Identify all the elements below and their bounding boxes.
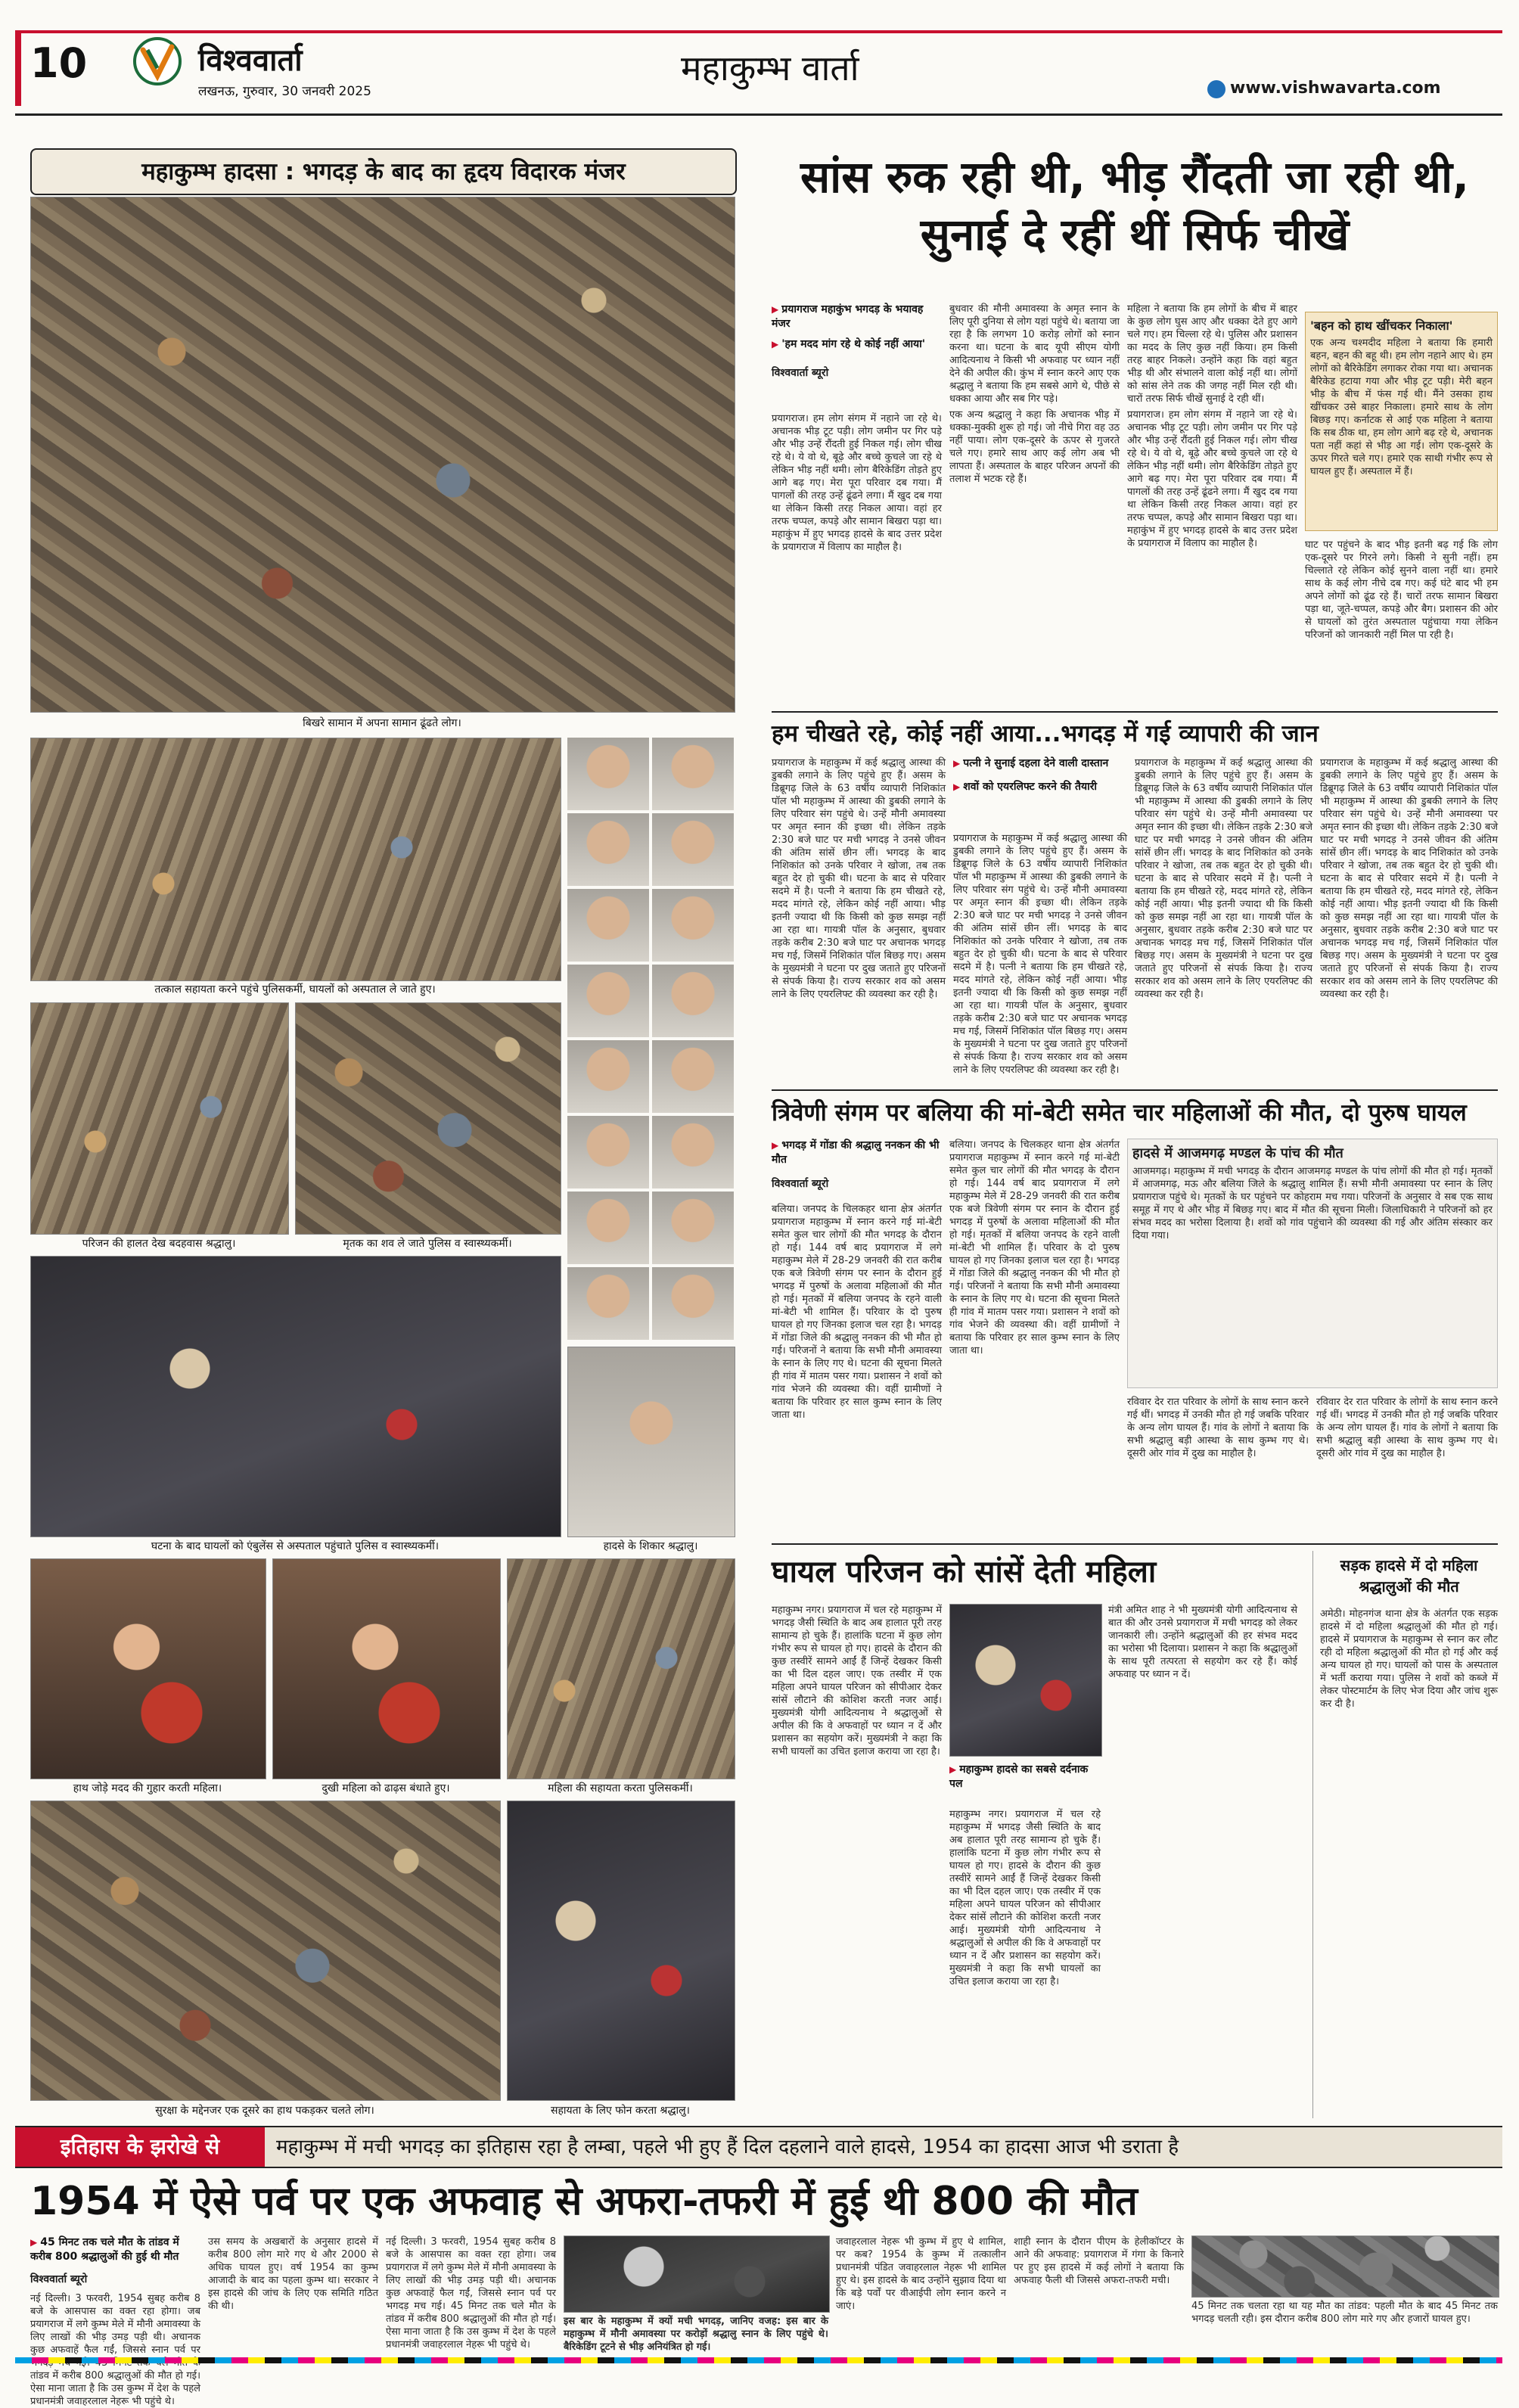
story2-tag-2: ▶ शवों को एयरलिफ्ट करने की तैयारी	[953, 781, 1098, 793]
photo-consoling	[272, 1558, 501, 1779]
main-subhead-2: ▶ 'हम मदद मांग रहे थे कोई नहीं आया'	[772, 338, 926, 350]
victim-photo	[652, 889, 734, 962]
victim-photo	[652, 1040, 734, 1113]
story3-tag-block	[772, 1139, 942, 1191]
victim-photo	[567, 1040, 649, 1113]
history-headline: 1954 में ऐसे पर्व पर एक अफवाह से अफरा-तफरी में हुई थी 800 की मौत	[30, 2179, 1138, 2224]
victim-photo	[652, 965, 734, 1037]
story4-tag: ▶ महाकुम्भ हादसे का सबसे दर्दनाक पल	[949, 1763, 1089, 1790]
story3-byline: विश्ववार्ता ब्यूरो	[772, 1178, 829, 1190]
photo-caption: बिखरे सामान में अपना सामान ढूंढते लोग।	[303, 717, 461, 729]
rule	[772, 1089, 1498, 1091]
victim-photo	[567, 1267, 649, 1340]
story2-body-col2: प्रयागराज के महाकुम्भ में कई श्रद्धालु आस्था की डुबकी लगाने के लिए पहुंचे हुए हैं। असम के डिब्रूगढ़ जिले के 63 वर्षीय व्यापारी निशिकांत पॉल भी महाकुम्भ में आस्था की डुबकी लगाने के लिए परिवार संग पहुंचे थे। उन्हें मौनी अमावस्या पर अमृत स्नान की इच्छा थी। लेकिन तड़के 2:30 बजे घाट पर मची भगदड़ ने उनसे जीवन की अंतिम सांसें छीन लीं। भगदड़ के बाद निशिकांत को उनके परिवार ने खोजा, तब तक बहुत देर हो चुकी थी। घटना के बाद से परिवार सदमे में है। पत्नी ने बताया कि हम चीखते रहे, मदद मांगते रहे, लेकिन कोई नहीं आया। भीड़ इतनी ज्यादा थी कि किसी को कुछ समझ नहीं आ रहा था। गायत्री पॉल के अनुसार, बुधवार तड़के करीब 2:30 बजे घाट पर अचानक भगदड़ मच गई, जिसमें निशिकांत पॉल बिछड़ गए। असम के मुख्यमंत्री ने घटना पर दुख जताते हुए परिजनों से संपर्क किया है। राज्य सरकार शव को असम लाने के लिए एयरलिफ्ट की व्यवस्था कर रही है।	[953, 833, 1127, 1076]
main-subhead-1: ▶ प्रयागराज महाकुंभ भगदड़ के भयावह मंजर	[772, 303, 924, 330]
history-body-col4: इस बार के महाकुम्भ में क्यों मची भगदड़, जानिए वजह: इस बार के महाकुम्भ में मौनी अमावस्या पर करोड़ों श्रद्धालु स्नान के लिए पहुंचे थे। बैरिकेडिंग टूटने से भीड़ अनियंत्रित हो गई।	[564, 2316, 828, 2353]
photo-caption: महिला की सहायता करता पुलिसकर्मी।	[548, 1782, 693, 1794]
victim-photo	[567, 1116, 649, 1188]
section-title: महाकुम्भ वार्ता	[681, 48, 859, 89]
story4-body-col3: मंत्री अमित शाह ने भी मुख्यमंत्री योगी आदित्यनाथ से बात की और उनसे प्रयागराज में मची भगदड़ को लेकर जानकारी ली। उन्होंने श्रद्धालुओं की हर संभव मदद का भरोसा भी दिलाया। प्रशासन ने कहा कि श्रद्धालुओं के साथ पूरी तत्परता से सहयोग कर रहे हैं। कोई अफवाह पर ध्यान न दें।	[1108, 1605, 1297, 1680]
history-banner	[15, 2126, 1502, 2168]
victims-photo-strip	[567, 738, 734, 1343]
quote-box-title: 'बहन को हाथ खींचकर निकाला'	[1310, 318, 1453, 333]
history-body-col2: उस समय के अखबारों के अनुसार हादसे में करीब 800 लोग मारे गए थे और 2000 से अधिक घायल हुए। वर्ष 1954 का कुम्भ आजादी के बाद का पहला कुम्भ था। सरकार ने इस हादसे की जांच के लिए एक समिति गठित की थी।	[208, 2236, 378, 2312]
history-tag: ▶ 45 मिनट तक चले मौत के तांडव में करीब 800 श्रद्धालुओं की हुई थी मौत	[30, 2236, 179, 2263]
history-body-col5: जवाहरलाल नेहरू भी कुम्भ में हुए थे शामिल, पर कब? 1954 के कुम्भ में तत्कालीन प्रधानमंत्री पंडित जवाहरलाल नेहरू भी शामिल हुए थे। इस हादसे के बाद उन्होंने सुझाव दिया था कि बड़े पर्वों पर वीआईपी लोग स्नान करने न जाएं।	[836, 2236, 1006, 2312]
history-body-col7: 45 मिनट तक चलता रहा था यह मौत का तांडव: पहली मौत के बाद 45 मिनट तक भगदड़ चलती रही। इस दौरान करीब 800 लोग मारे गए और हजारों घायल हुए।	[1191, 2301, 1498, 2325]
main-headline: सांस रुक रही थी, भीड़ रौंदती जा रही थी, सुनाई दे रहीं थीं सिर्फ चीखें	[800, 151, 1470, 260]
story2-body-col3: प्रयागराज के महाकुम्भ में कई श्रद्धालु आस्था की डुबकी लगाने के लिए पहुंचे हुए हैं। असम के डिब्रूगढ़ जिले के 63 वर्षीय व्यापारी निशिकांत पॉल भी महाकुम्भ में आस्था की डुबकी लगाने के लिए परिवार संग पहुंचे थे। उन्हें मौनी अमावस्या पर अमृत स्नान की इच्छा थी। लेकिन तड़के 2:30 बजे घाट पर मची भगदड़ ने उनसे जीवन की अंतिम सांसें छीन लीं। भगदड़ के बाद निशिकांत को उनके परिवार ने खोजा, तब तक बहुत देर हो चुकी थी। घटना के बाद से परिवार सदमे में है। पत्नी ने बताया कि हम चीखते रहे, मदद मांगते रहे, लेकिन कोई नहीं आया। भीड़ इतनी ज्यादा थी कि किसी को कुछ समझ नहीं आ रहा था। गायत्री पॉल के अनुसार, बुधवार तड़के करीब 2:30 बजे घाट पर अचानक भगदड़ मच गई, जिसमें निशिकांत पॉल बिछड़ गए। असम के मुख्यमंत्री ने घटना पर दुख जताते हुए परिजनों से संपर्क किया है। राज्य सरकार शव को असम लाने के लिए एयरलिफ्ट की व्यवस्था कर रही है।	[1135, 757, 1312, 1000]
story3-box-title: हादसे में आजमगढ़ मण्डल के पांच की मौत	[1132, 1145, 1343, 1161]
photo-police-helping-woman	[507, 1558, 735, 1779]
triangle-bullet-icon: ▶	[772, 1140, 779, 1151]
story3-body-col2: बलिया। जनपद के चिलकहर थाना क्षेत्र अंतर्गत प्रयागराज महाकुम्भ में स्नान करने गई मां-बेटी समेत कुल चार लोगों की मौत भगदड़ के दौरान हो गई। 144 वर्ष बाद प्रयागराज में लगे महाकुम्भ मेले में 28-29 जनवरी की रात करीब एक बजे त्रिवेणी संगम पर स्नान के दौरान हुई भगदड़ में पुरुषों के अलावा महिलाओं की मौत हो गई। मृतकों में बलिया जनपद के रहने वाली मां-बेटी भी शामिल हैं। परिवार के दो पुरुष घायल हो गए जिनका इलाज चल रहा है। भगदड़ में गोंडा जिले की श्रद्धालु ननकन की भी मौत हो गई। परिजनों ने बताया कि सभी मौनी अमावस्या के स्नान के लिए गए थे। घटना की सूचना मिलते ही गांव में मातम पसर गया। प्रशासन ने शवों को गांव भेजने की व्यवस्था की। वहीं ग्रामीणों ने बताया कि परिवार हर साल कुम्भ स्नान के लिए जाता था।	[949, 1139, 1120, 1356]
photo-caption: तत्काल सहायता करने पहुंचे पुलिसकर्मी, घायलों को अस्पताल ले जाते हुए।	[154, 983, 436, 996]
victim-photo	[652, 1267, 734, 1340]
web-icon	[1207, 80, 1225, 98]
story2-headline: हम चीखते रहे, कोई नहीं आया...भगदड़ में गई व्यापारी की जान	[772, 720, 1319, 747]
rule	[772, 711, 1498, 713]
victim-photo	[652, 813, 734, 886]
main-body-col2: बुधवार की मौनी अमावस्या के अमृत स्नान के लिए पूरी दुनिया से लोग यहां पहुंचे थे। बताया जा रहा है कि लगभग 10 करोड़ लोगों को स्नान करना था। घटना के बाद यूपी सीएम योगी आदित्यनाथ ने किसी भी अफवाह पर ध्यान नहीं देने की अपील की। कुंभ में स्नान करने आए एक श्रद्धालु ने बताया कि हम सबसे आगे थे, पीछे से धक्का आया और सब गिर पड़े। एक अन्य श्रद्धालु ने कहा कि अचानक भीड़ में धक्का-मुक्की शुरू हो गई। जो नीचे गिरा वह उठ नहीं पाया। लोग एक-दूसरे के ऊपर से गुजरते चले गए। हमारे साथ आए कई लोग अब भी लापता हैं। अस्पताल के बाहर परिजन अपनों की तलाश में भटक रहे हैं।	[949, 303, 1120, 485]
photo-victim	[567, 1347, 735, 1537]
photo-caption: हादसे के शिकार श्रद्धालु।	[603, 1540, 698, 1552]
story3-body-col1: बलिया। जनपद के चिलकहर थाना क्षेत्र अंतर्गत प्रयागराज महाकुम्भ में स्नान करने गई मां-बेटी समेत कुल चार लोगों की मौत भगदड़ के दौरान हो गई। 144 वर्ष बाद प्रयागराज में लगे महाकुम्भ मेले में 28-29 जनवरी की रात करीब एक बजे त्रिवेणी संगम पर स्नान के दौरान हुई भगदड़ में पुरुषों के अलावा महिलाओं की मौत हो गई। मृतकों में बलिया जनपद के रहने वाली मां-बेटी भी शामिल हैं। परिवार के दो पुरुष घायल हो गए जिनका इलाज चल रहा है। भगदड़ में गोंडा जिले की श्रद्धालु ननकन की भी मौत हो गई। परिजनों ने बताया कि सभी मौनी अमावस्या के स्नान के लिए गए थे। घटना की सूचना मिलते ही गांव में मातम पसर गया। प्रशासन ने शवों को गांव भेजने की व्यवस्था की। वहीं ग्रामीणों ने बताया कि परिवार हर साल कुम्भ स्नान के लिए जाता था।	[772, 1204, 942, 1421]
victim-photo	[652, 738, 734, 810]
photo-caption: घटना के बाद घायलों को एंबुलेंस से अस्पताल पहुंचाते पुलिस व स्वास्थ्यकर्मी।	[151, 1540, 440, 1552]
story3-extra-col1: रविवार देर रात परिवार के लोगों के साथ स्नान करने गई थीं। भगदड़ में उनकी मौत हो गई जबकि परिवार के अन्य लोग घायल हैं। गांव के लोगों ने बताया कि सभी श्रद्धालु बड़ी आस्था के साथ कुम्भ गए थे। दूसरी ओर गांव में दुख का माहौल है।	[1127, 1397, 1309, 1459]
triangle-bullet-icon: ▶	[953, 758, 961, 769]
victim-photo	[652, 1116, 734, 1188]
photo-grieving-relatives	[30, 1002, 289, 1235]
logo-mark	[132, 36, 182, 86]
brand-name: विश्ववार्ता	[198, 43, 303, 78]
column-divider	[1312, 1551, 1313, 2118]
photo-caption: दुखी महिला को ढाढ़स बंधाते हुए।	[322, 1782, 450, 1794]
story3-extra-col2: रविवार देर रात परिवार के लोगों के साथ स्नान करने गई थीं। भगदड़ में उनकी मौत हो गई जबकि परिवार के अन्य लोग घायल हैं। गांव के लोगों ने बताया कि सभी श्रद्धालु बड़ी आस्था के साथ कुम्भ गए थे। दूसरी ओर गांव में दुख का माहौल है।	[1316, 1397, 1498, 1459]
top-red-rule	[15, 30, 1502, 33]
story4-headline: घायल परिजन को सांसें देती महिला	[772, 1555, 1157, 1589]
victim-photo	[567, 965, 649, 1037]
photo-caption: सहायता के लिए फोन करता श्रद्धालु।	[551, 2105, 690, 2117]
history-body-col3: नई दिल्ली। 3 फरवरी, 1954 सुबह करीब 8 बजे के आसपास का वक्त रहा होगा। जब प्रयागराज में लगे कुम्भ मेले में मौनी अमावस्या के लिए लाखों की भीड़ उमड़ पड़ी थी। अचानक कुछ अफवाहें फैल गईं, जिससे स्नान पर्व पर भगदड़ मच गई। 45 मिनट तक चले मौत के तांडव में करीब 800 श्रद्धालुओं की मौत हो गई। ऐसा माना जाता है कि उस कुम्भ में देश के पहले प्रधानमंत्री जवाहरलाल नेहरू भी पहुंचे थे।	[386, 2236, 556, 2351]
page-number: 10	[30, 39, 88, 87]
photo-woman-pleading	[30, 1558, 266, 1779]
history-body-col6: शाही स्नान के दौरान पीएम के हेलीकॉप्टर के आने की अफवाह: प्रयागराज में गंगा के किनारे पर हुए इस हादसे में कई लोगों ने बताया कि अफवाह फैली थी जिससे अफरा-तफरी मची।	[1014, 2236, 1184, 2286]
dateline: लखनऊ, गुरुवार, 30 जनवरी 2025	[198, 84, 371, 99]
story2-body-col1: प्रयागराज के महाकुम्भ में कई श्रद्धालु आस्था की डुबकी लगाने के लिए पहुंचे हुए हैं। असम के डिब्रूगढ़ जिले के 63 वर्षीय व्यापारी निशिकांत पॉल भी महाकुम्भ में आस्था की डुबकी लगाने के लिए परिवार संग पहुंचे थे। उन्हें मौनी अमावस्या पर अमृत स्नान की इच्छा थी। लेकिन तड़के 2:30 बजे घाट पर मची भगदड़ ने उनसे जीवन की अंतिम सांसें छीन लीं। भगदड़ के बाद निशिकांत को उनके परिवार ने खोजा, तब तक बहुत देर हो चुकी थी। घटना के बाद से परिवार सदमे में है। पत्नी ने बताया कि हम चीखते रहे, मदद मांगते रहे, लेकिन कोई नहीं आया। भीड़ इतनी ज्यादा थी कि किसी को कुछ समझ नहीं आ रहा था। गायत्री पॉल के अनुसार, बुधवार तड़के करीब 2:30 बजे घाट पर अचानक भगदड़ मच गई, जिसमें निशिकांत पॉल बिछड़ गए। असम के मुख्यमंत्री ने घटना पर दुख जताते हुए परिजनों से संपर्क किया है। राज्य सरकार शव को असम लाने के लिए एयरलिफ्ट की व्यवस्था कर रही है।	[772, 757, 946, 1000]
photo-caption: हाथ जोड़े मदद की गुहार करती महिला।	[73, 1782, 222, 1794]
story4-body-col1: महाकुम्भ नगर। प्रयागराज में चल रहे महाकुम्भ में भगदड़ जैसी स्थिति के बाद अब हालात पूरी तरह सामान्य हो चुके हैं। हालांकि घटना में कुछ लोग गंभीर रूप से घायल हो गए। हादसे के दौरान की कुछ तस्वीरें सामने आईं हैं जिन्हें देखकर किसी का भी दिल दहल जाए। एक तस्वीर में एक महिला अपने घायल परिजन को सीपीआर देकर सांसें लौटाने की कोशिश करती नजर आई। मुख्यमंत्री योगी आदित्यनाथ ने श्रद्धालुओं से अपील की कि वे अफवाहों पर ध्यान न दें और प्रशासन का सहयोग करें। मुख्यमंत्री ने कहा कि सभी घायलों का उचित इलाज कराया जा रहा है।	[772, 1605, 942, 1757]
masthead-rule	[15, 113, 1502, 116]
victim-photo	[567, 1192, 649, 1264]
story2-body-col4: प्रयागराज के महाकुम्भ में कई श्रद्धालु आस्था की डुबकी लगाने के लिए पहुंचे हुए हैं। असम के डिब्रूगढ़ जिले के 63 वर्षीय व्यापारी निशिकांत पॉल भी महाकुम्भ में आस्था की डुबकी लगाने के लिए परिवार संग पहुंचे थे। उन्हें मौनी अमावस्या पर अमृत स्नान की इच्छा थी। लेकिन तड़के 2:30 बजे घाट पर मची भगदड़ ने उनसे जीवन की अंतिम सांसें छीन लीं। भगदड़ के बाद निशिकांत को उनके परिवार ने खोजा, तब तक बहुत देर हो चुकी थी। घटना के बाद से परिवार सदमे में है। पत्नी ने बताया कि हम चीखते रहे, मदद मांगते रहे, लेकिन कोई नहीं आया। भीड़ इतनी ज्यादा थी कि किसी को कुछ समझ नहीं आ रहा था। गायत्री पॉल के अनुसार, बुधवार तड़के करीब 2:30 बजे घाट पर अचानक भगदड़ मच गई, जिसमें निशिकांत पॉल बिछड़ गए। असम के मुख्यमंत्री ने घटना पर दुख जताते हुए परिजनों से संपर्क किया है। राज्य सरकार शव को असम लाने के लिए एयरलिफ्ट की व्यवस्था कर रही है।	[1320, 757, 1498, 1000]
story2-tags	[953, 757, 1127, 794]
main-subhead-block	[772, 303, 942, 380]
photo-ambulance	[30, 1256, 561, 1537]
story4-tag-block	[949, 1763, 1101, 1791]
triangle-bullet-icon: ▶	[949, 1764, 957, 1775]
photo-section-header	[30, 148, 737, 195]
victim-photo	[567, 889, 649, 962]
victim-photo	[652, 1192, 734, 1264]
photo-crowd-holding-hands	[30, 1801, 501, 2101]
website-link[interactable]: www.vishwavarta.com	[1230, 79, 1441, 98]
color-registration-bar	[15, 2357, 1502, 2363]
story3-box-text: आजमगढ़। महाकुम्भ में मची भगदड़ के दौरान आजमगढ़ मण्डल के पांच लोगों की मौत हो गई। मृतकों में आजमगढ़, मऊ और बलिया जिले के श्रद्धालु शामिल हैं। सभी मौनी अमावस्या पर स्नान के लिए प्रयागराज पहुंचे थे। मृतकों के घर पहुंचने पर कोहराम मच गया। परिजनों के अनुसार वे सब एक साथ समूह में गए थे और भीड़ में बिछड़ गए। बाद में मौत की सूचना मिली। जिलाधिकारी ने परिजनों को हर संभव मदद का भरोसा दिलाया है। शवों को गांव पहुंचाने की व्यवस्था की गई और अंतिम संस्कार कर दिया गया।	[1132, 1166, 1493, 1241]
main-byline: विश्ववार्ता ब्यूरो	[772, 367, 829, 379]
story2-tag-1: ▶ पत्नी ने सुनाई दहला देने वाली दास्तान	[953, 757, 1109, 769]
quote-box	[1305, 312, 1498, 531]
photo-scattered-belongings	[30, 197, 735, 713]
photo-section-title: महाकुम्भ हादसा : भगदड़ के बाद का हृदय विदारक मंजर	[141, 158, 626, 185]
photo-man-on-phone	[507, 1801, 735, 2101]
photo-body-carried	[295, 1002, 561, 1235]
story3-headline: त्रिवेणी संगम पर बलिया की मां-बेटी समेत चार महिलाओं की मौत, दो पुरुष घायल	[772, 1099, 1467, 1126]
victim-photo	[567, 738, 649, 810]
history-strap: महाकुम्भ में मची भगदड़ का इतिहास रहा है लम्बा, पहले भी हुए हैं दिल दहलाने वाले हादसे, 1954 का हादसा आज भी डराता है	[276, 2136, 1179, 2158]
top-left-red-rule	[15, 30, 21, 106]
side-story-body: अमेठी। मोहनगंज थाना क्षेत्र के अंतर्गत एक सड़क हादसे में दो महिला श्रद्धालुओं की मौत हो गई। हादसे में प्रयागराज के महाकुम्भ से स्नान कर लौट रही दो महिला श्रद्धालुओं की मौत हो गई और कई अन्य घायल हो गए। घायलों को पास के अस्पताल में भर्ती कराया गया। पुलिस ने शवों को कब्जे में लेकर पोस्टमार्टम के लिए भेज दिया और जांच शुरू कर दी है।	[1320, 1608, 1498, 1710]
photo-cpr-woman	[949, 1604, 1102, 1757]
main-body-col3: महिला ने बताया कि हम लोगों के बीच में बाहर के कुछ लोग घुस आए और धक्का देते हुए आगे चले गए। हम चिल्ला रहे थे। पुलिस और प्रशासन का मदद के लिए कुछ नहीं किया। हम किसी तरह बाहर निकले। उन्होंने कहा कि वहां बहुत भीड़ थी और संभालने वाला कोई नहीं था। लोगों को सांस लेने तक की जगह नहीं मिल रही थी। चारों तरफ सिर्फ चीखें सुनाई दे रही थीं। प्रयागराज। हम लोग संगम में नहाने जा रहे थे। अचानक भीड़ टूट पड़ी। लोग जमीन पर गिर पड़े और भीड़ उन्हें रौंदती हुई निकल गई। लोग चीख रहे थे। ये वो थे, बूढ़े और बच्चे कुचले जा रहे थे लेकिन भीड़ नहीं थमी। लोग बैरिकेडिंग तोड़ते हुए आगे बढ़ गए। मेरा पूरा परिवार दब गया। मैं पागलों की तरह उन्हें ढूंढने लगा। मैं खुद दब गया था लेकिन किसी तरह निकल आया। वहां हर तरफ चप्पल, कपड़े और सामान बिखरा पड़ा था। महाकुंभ में हुए भगदड़ हादसे के बाद उत्तर प्रदेश के प्रयागराज में विलाप का माहौल है।	[1127, 303, 1297, 549]
story4-body-col2: महाकुम्भ नगर। प्रयागराज में चल रहे महाकुम्भ में भगदड़ जैसी स्थिति के बाद अब हालात पूरी तरह सामान्य हो चुके हैं। हालांकि घटना में कुछ लोग गंभीर रूप से घायल हो गए। हादसे के दौरान की कुछ तस्वीरें सामने आईं हैं जिन्हें देखकर किसी का भी दिल दहल जाए। एक तस्वीर में एक महिला अपने घायल परिजन को सीपीआर देकर सांसें लौटाने की कोशिश करती नजर आई। मुख्यमंत्री योगी आदित्यनाथ ने श्रद्धालुओं से अपील की कि वे अफवाहों पर ध्यान न दें और प्रशासन का सहयोग करें। मुख्यमंत्री ने कहा कि सभी घायलों का उचित इलाज कराया जा रहा है।	[949, 1809, 1101, 1987]
quote-box-text: एक अन्य चश्मदीद महिला ने बताया कि हमारी बहन, बहन की बहू थी। हम लोग नहाने आए थे। हम लोगों को बैरिकेडिंग लगाकर रोका गया था। अचानक बैरिकेड हटाया गया और भीड़ टूट पड़ी। मेरी बहन भीड़ के बीच में फंस गई थी। मैंने उसका हाथ खींचकर उसे बाहर निकाला। हमारे साथ के लोग बिछड़ गए। कर्नाटक से आई एक महिला ने बताया कि सब ठीक था, हम लोग आगे बढ़ रहे थे, अचानक पता नहीं कहां से भीड़ आ गई। लोग एक-दूसरे के ऊपर गिरते चले गए। हमारे एक साथी गंभीर रूप से घायल हुए हैं। अस्पताल में हैं।	[1310, 337, 1493, 477]
photo-police-help	[30, 738, 561, 981]
history-label: इतिहास के झरोखे से	[15, 2127, 265, 2167]
triangle-bullet-icon: ▶	[772, 339, 779, 350]
history-body-col1: नई दिल्ली। 3 फरवरी, 1954 सुबह करीब 8 बजे के आसपास का वक्त रहा होगा। जब प्रयागराज में लगे कुम्भ मेले में मौनी अमावस्या के लिए लाखों की भीड़ उमड़ पड़ी थी। अचानक कुछ अफवाहें फैल गईं, जिससे स्नान पर्व पर तांडव में करीब 800 श्रद्धालुओं की मौत हो गई। ऐसा माना जाता है कि उस कुम्भ में देश के पहले प्रधानमंत्री जवाहरलाल नेहरू भी पहुंचे थे।	[30, 2293, 200, 2407]
triangle-bullet-icon: ▶	[772, 304, 779, 315]
photo-1954-crowd	[1191, 2236, 1499, 2298]
victim-photo	[567, 813, 649, 886]
rule	[772, 1543, 1498, 1545]
history-byline: विश्ववार्ता ब्यूरो	[30, 2273, 88, 2285]
story3-tag: ▶ भगदड़ में गोंडा की श्रद्धालु ननकन की भी मौत	[772, 1139, 940, 1166]
photo-caption: सुरक्षा के मद्देनजर एक दूसरे का हाथ पकड़कर चलते लोग।	[155, 2105, 374, 2117]
main-body-col4: घाट पर पहुंचने के बाद भीड़ इतनी बढ़ गई कि लोग एक-दूसरे पर गिरने लगे। किसी ने सुनी नहीं। हम चिल्लाते रहे लेकिन कोई सुनने वाला नहीं था। हमारे साथ के कई लोग नीचे दब गए। कई घंटे बाद भी हम अपने लोगों को ढूंढ रहे हैं। चारों तरफ सामान बिखरा पड़ा था, जूते-चप्पल, कपड़े और बैग। प्रशासन की ओर से घायलों को तुरंत अस्पताल पहुंचाया गया लेकिन परिजनों को जानकारी नहीं मिल पा रही है।	[1305, 539, 1498, 641]
triangle-bullet-icon: ▶	[953, 781, 961, 792]
history-tag-block	[30, 2236, 200, 2286]
triangle-bullet-icon: ▶	[30, 2237, 38, 2248]
main-body-col1: प्रयागराज। हम लोग संगम में नहाने जा रहे थे। अचानक भीड़ टूट पड़ी। लोग जमीन पर गिर पड़े और भीड़ उन्हें रौंदती हुई निकल गई। लोग चीख रहे थे। ये वो थे, बूढ़े और बच्चे कुचले जा रहे थे लेकिन भीड़ नहीं थमी। लोग बैरिकेडिंग तोड़ते हुए आगे बढ़ गए। मेरा पूरा परिवार दब गया। मैं पागलों की तरह उन्हें ढूंढने लगा। मैं खुद दब गया था लेकिन किसी तरह निकल आया। वहां हर तरफ चप्पल, कपड़े और सामान बिखरा पड़ा था। महाकुंभ में हुए भगदड़ हादसे के बाद उत्तर प्रदेश के प्रयागराज में विलाप का माहौल है।	[772, 413, 942, 553]
photo-caption: मृतक का शव ले जाते पुलिस व स्वास्थ्यकर्मी।	[343, 1238, 512, 1250]
side-story-headline: सड़क हादसे में दो महिला श्रद्धालुओं की मौत	[1340, 1556, 1478, 1595]
photo-caption: परिजन की हालत देख बदहवास श्रद्धालु।	[82, 1238, 236, 1250]
story3-box	[1127, 1139, 1498, 1388]
photo-1954-archive	[564, 2236, 830, 2313]
